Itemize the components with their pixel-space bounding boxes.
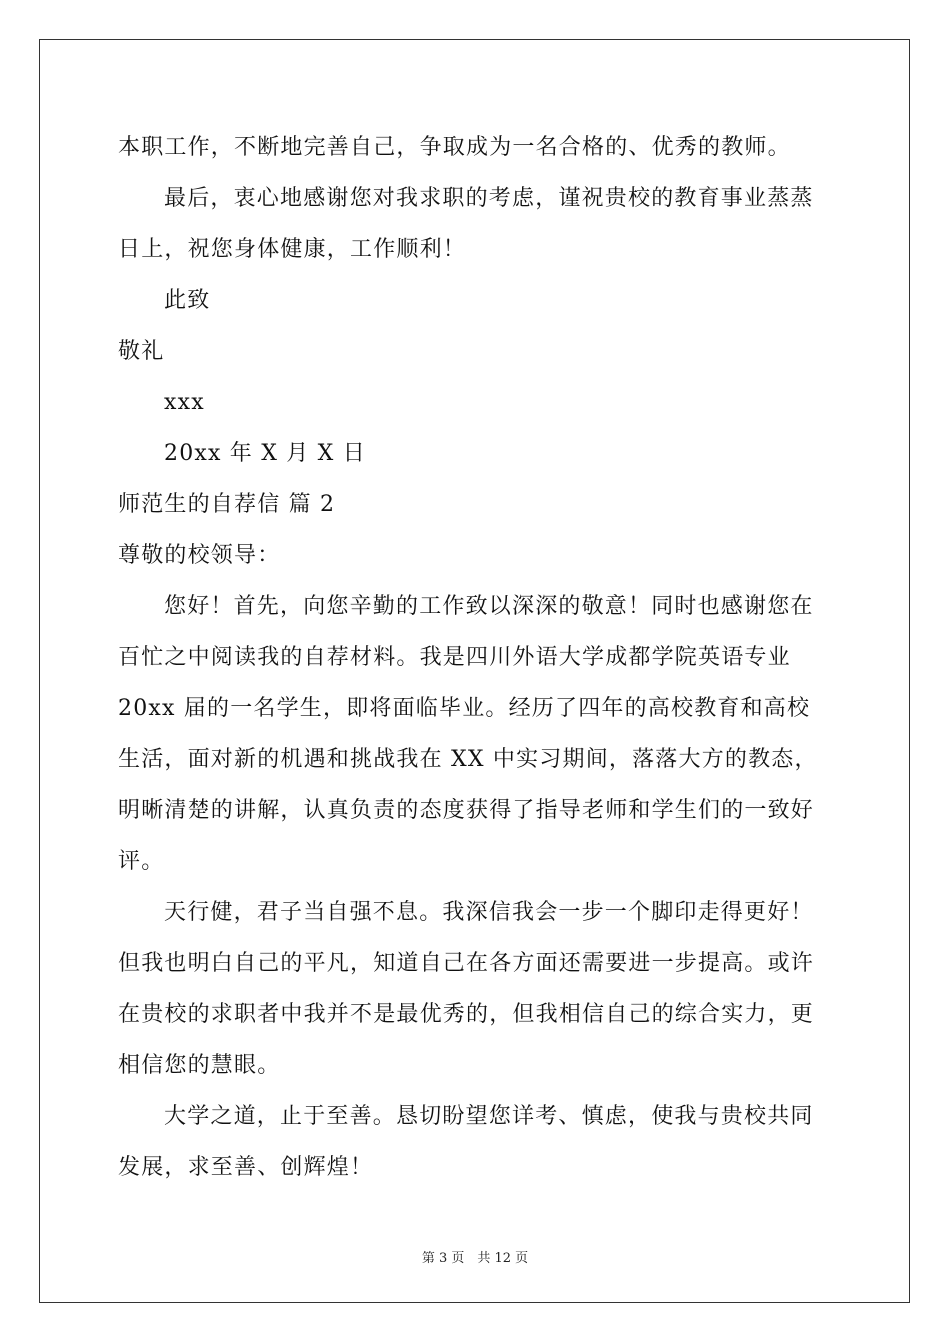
text-line: 百忙之中阅读我的自荐材料。我是四川外语大学成都学院英语专业: [118, 645, 791, 670]
signature-date: 20xx 年 X 月 X 日: [164, 441, 366, 466]
closing-salutation: 此致: [164, 288, 211, 313]
text-line: 大学之道，止于至善。恳切盼望您详考、慎虑，使我与贵校共同: [164, 1104, 814, 1129]
text-line: 日上，祝您身体健康，工作顺利！: [118, 237, 467, 262]
document-body: [118, 122, 834, 1193]
text-line: 在贵校的求职者中我并不是最优秀的，但我相信自己的综合实力，更: [118, 1002, 815, 1027]
text-line: 最后，衷心地感谢您对我求职的考虑，谨祝贵校的教育事业蒸蒸: [164, 186, 814, 211]
greeting: 尊敬的校领导：: [118, 543, 281, 568]
text-line: 本职工作，不断地完善自己，争取成为一名合格的、优秀的教师。: [118, 135, 791, 160]
text-line: 相信您的慧眼。: [118, 1053, 281, 1078]
page-number-footer: 第 3 页 共 12 页: [421, 1251, 529, 1266]
text-line: 评。: [118, 849, 165, 874]
text-line: 发展，求至善、创辉煌！: [118, 1155, 374, 1180]
signature-name: xxx: [164, 390, 205, 415]
text-line: 明晰清楚的讲解，认真负责的态度获得了指导老师和学生们的一致好: [118, 798, 815, 823]
text-line: 但我也明白自己的平凡，知道自己在各方面还需要进一步提高。或许: [118, 951, 815, 976]
text-line: 您好！首先，向您辛勤的工作致以深深的敬意！同时也感谢您在: [164, 594, 814, 619]
section-title: 师范生的自荐信 篇 2: [118, 492, 336, 517]
text-line: 天行健，君子当自强不息。我深信我会一步一个脚印走得更好！: [164, 900, 814, 925]
text-line: 20xx 届的一名学生，即将面临毕业。经历了四年的高校教育和高校: [118, 696, 811, 721]
text-line: 生活，面对新的机遇和挑战我在 XX 中实习期间，落落大方的教态，: [118, 747, 818, 772]
closing-respect: 敬礼: [118, 339, 165, 364]
